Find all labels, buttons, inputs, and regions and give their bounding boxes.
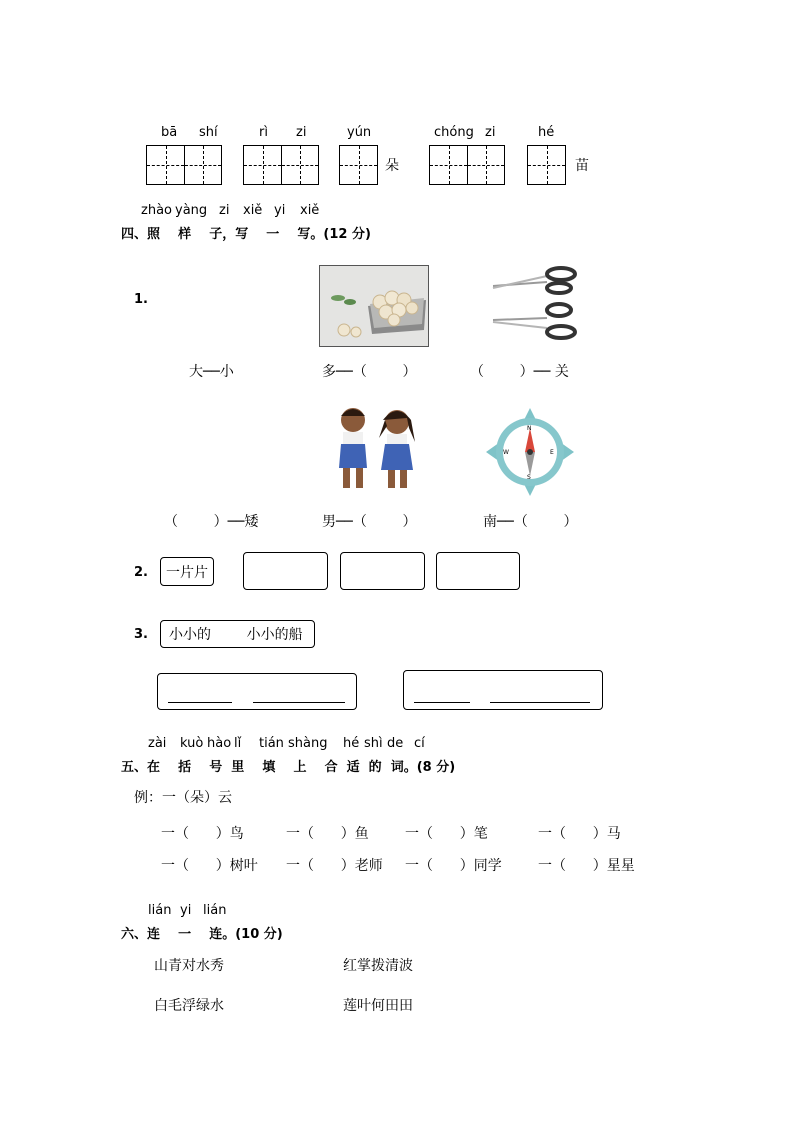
- section-5-heading: 五、在 括 号 里 填 上 合 适 的 词。(8 分): [121, 760, 456, 775]
- pinyin-shi: shí: [199, 125, 218, 140]
- q3-answer-box-1[interactable]: [157, 673, 357, 710]
- pinyin-hao: hào: [207, 736, 232, 751]
- pinyin-ci: cí: [414, 736, 425, 751]
- section-4-heading: 四、照 样 子，写 一 写。(12 分): [121, 227, 371, 242]
- antonym-big-small: 大──小: [189, 364, 234, 380]
- q2-answer-box-1[interactable]: [243, 552, 328, 590]
- writing-grid-he[interactable]: [527, 145, 566, 185]
- antonym-south-blank[interactable]: 南──（ ）: [483, 514, 578, 530]
- children-illustration: [331, 402, 423, 496]
- pinyin-li: lǐ: [234, 736, 242, 751]
- pinyin-de: de: [387, 736, 404, 751]
- pinyin-ba: bā: [161, 125, 178, 140]
- writing-grid-bashi[interactable]: [146, 145, 222, 185]
- q2-example-text: 一片片: [166, 564, 208, 581]
- q3-answer-box-2[interactable]: [403, 670, 603, 710]
- compass-w-label: W: [503, 449, 509, 456]
- q3-example-box: [160, 620, 315, 648]
- pinyin-tian: tián: [259, 736, 284, 751]
- fill-measure-teacher[interactable]: 一（ ）老师: [286, 858, 383, 874]
- compass-e-label: E: [550, 449, 554, 456]
- pinyin-shi-2: shì: [364, 736, 383, 751]
- fill-measure-classmate[interactable]: 一（ ）同学: [405, 858, 502, 874]
- pinyin-he: hé: [538, 125, 555, 140]
- match-right-2[interactable]: 莲叶何田田: [343, 998, 413, 1014]
- antonym-male-blank[interactable]: 男──（ ）: [322, 514, 417, 530]
- pinyin-yun: yún: [347, 125, 372, 140]
- pinyin-ri: rì: [259, 125, 268, 140]
- pinyin-chong: chóng: [434, 125, 474, 140]
- lotus-seeds-photo: [319, 265, 429, 347]
- fill-measure-star[interactable]: 一（ ）星星: [538, 858, 635, 874]
- pinyin-he-2: hé: [343, 736, 360, 751]
- fill-measure-leaf[interactable]: 一（ ）树叶: [161, 858, 258, 874]
- fill-measure-bird[interactable]: 一（ ）鸟: [161, 826, 244, 842]
- question-3-number: 3.: [134, 627, 148, 642]
- section-5-example: 例：一（朵）云: [134, 790, 232, 806]
- q2-answer-box-2[interactable]: [340, 552, 425, 590]
- compass-image: [484, 406, 576, 498]
- pinyin-zhao: zhào: [141, 203, 172, 218]
- writing-grid-yun[interactable]: [339, 145, 378, 185]
- fill-measure-horse[interactable]: 一（ ）马: [538, 826, 621, 842]
- question-2-number: 2.: [134, 565, 148, 580]
- q2-answer-box-3[interactable]: [436, 552, 520, 590]
- match-right-1[interactable]: 红掌拨清波: [343, 958, 413, 974]
- writing-grid-chongzi[interactable]: [429, 145, 505, 185]
- pinyin-yi: yi: [274, 203, 286, 218]
- compass-n-label: N: [527, 425, 532, 432]
- pinyin-yang: yàng: [175, 203, 208, 218]
- antonym-many-blank[interactable]: 多──（ ）: [322, 364, 417, 380]
- scissors-image: [489, 262, 581, 342]
- antonym-blank-close[interactable]: （ ）── 关: [470, 364, 569, 380]
- fill-measure-fish[interactable]: 一（ ）鱼: [286, 826, 369, 842]
- q3-example-text: 小小的 小小的船: [169, 627, 303, 643]
- pinyin-lian-2: lián: [203, 903, 227, 918]
- pinyin-lian: lián: [148, 903, 172, 918]
- pinyin-xie: xiě: [243, 203, 263, 218]
- fill-measure-pen[interactable]: 一（ ）笔: [405, 826, 488, 842]
- pinyin-kuo: kuò: [180, 736, 204, 751]
- pinyin-zai: zài: [148, 736, 167, 751]
- antonym-blank-short[interactable]: （ ）──矮: [164, 514, 259, 530]
- q2-example-box: [160, 557, 214, 586]
- match-left-2[interactable]: 白毛浮绿水: [154, 998, 224, 1014]
- pinyin-zi: zi: [296, 125, 307, 140]
- pinyin-yi-2: yi: [180, 903, 192, 918]
- pinyin-zi-2: zi: [485, 125, 496, 140]
- pinyin-zi-3: zi: [219, 203, 230, 218]
- section-6-heading: 六、连 一 连。(10 分): [121, 927, 283, 942]
- match-left-1[interactable]: 山青对水秀: [154, 958, 224, 974]
- writing-grid-rizi[interactable]: [243, 145, 319, 185]
- pinyin-xie-2: xiě: [300, 203, 320, 218]
- question-1-number: 1.: [134, 292, 148, 307]
- pinyin-shang: shàng: [288, 736, 328, 751]
- compass-s-label: S: [527, 474, 531, 481]
- grid-suffix-duo: 朵: [385, 158, 399, 174]
- grid-suffix-miao: 苗: [575, 158, 589, 174]
